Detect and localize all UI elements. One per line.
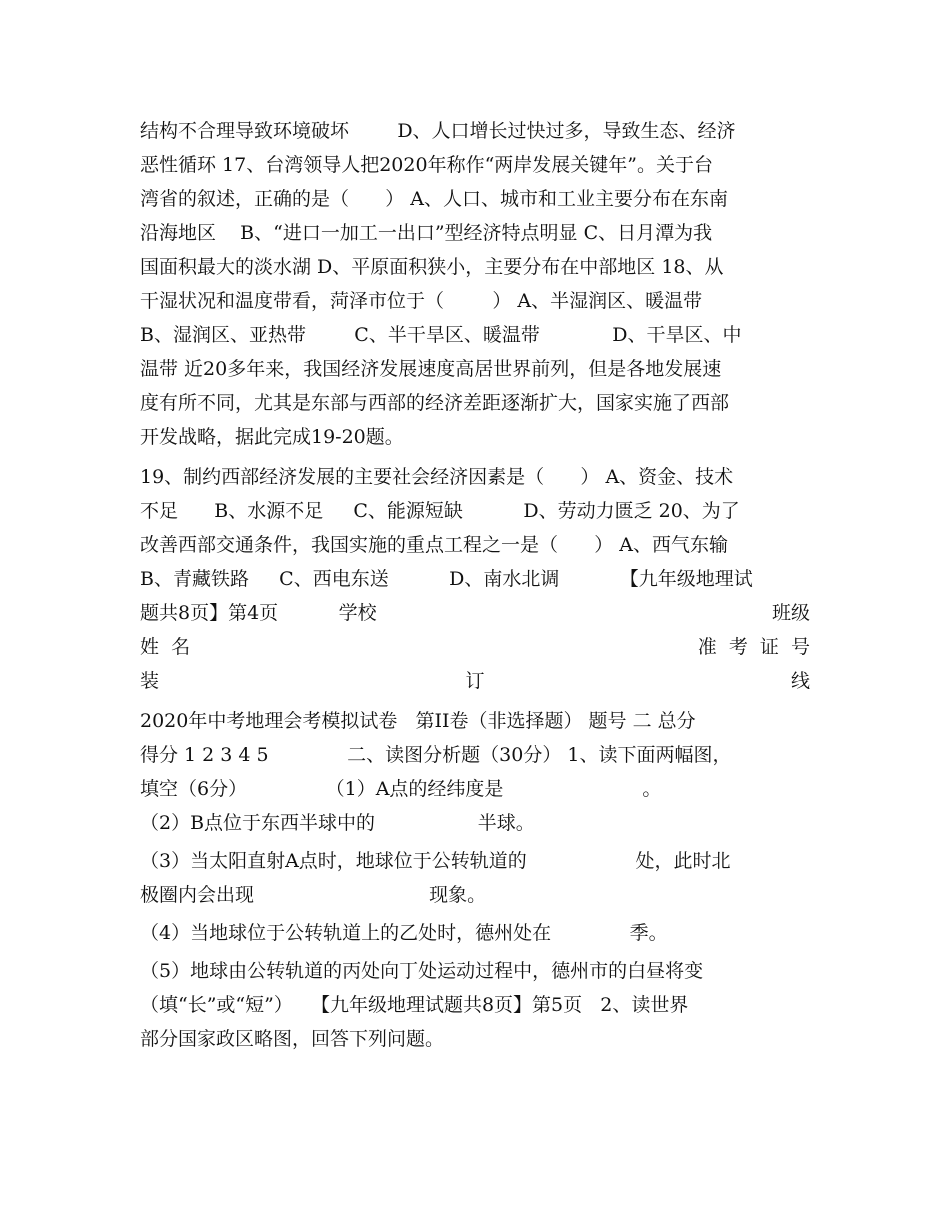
text-line: 极圈内会出现 现象。 xyxy=(140,884,487,906)
text-line: 填空（6分） （1）A点的经纬度是 。 xyxy=(140,778,662,800)
text-line: B、湿润区、亚热带 C、半干旱区、暖温带 D、干旱区、中 xyxy=(140,324,742,346)
binding-line-row xyxy=(140,664,810,698)
text-line: 2020年中考地理会考模拟试卷 第II卷（非选择题） 题号 二 总分 xyxy=(140,710,696,732)
text-line: 沿海地区 B、“进口一加工一出口”型经济特点明显 C、日月潭为我 xyxy=(140,222,713,244)
ding-label: 订 xyxy=(465,670,485,692)
text-line: （2）B点位于东西半球中的 半球。 xyxy=(140,812,535,834)
text-line: 结构不合理导致环境破坏 D、人口增长过快过多，导致生态、经济 xyxy=(140,120,736,142)
text-line: 温带 近20多年来，我国经济发展速度高居世界前列，但是各地发展速 xyxy=(140,358,722,380)
exam-number-label: 准 考 证 号 xyxy=(697,636,810,658)
text-line: 得分 1 2 3 4 5 二、读图分析题（30分） 1、读下面两幅图， xyxy=(140,744,732,766)
header-row-name xyxy=(140,630,810,664)
class-label: 班级 xyxy=(771,602,810,624)
text-line: 度有所不同，尤其是东部与西部的经济差距逐渐扩大，国家实施了西部 xyxy=(140,392,730,414)
xian-label: 线 xyxy=(790,670,810,692)
text-line: （4）当地球位于公转轨道上的乙处时，德州处在 季。 xyxy=(140,922,668,944)
text-line: 干湿状况和温度带看，菏泽市位于（ ） A、半湿润区、暖温带 xyxy=(140,290,703,312)
text-line: B、青藏铁路 C、西电东送 D、南水北调 【九年级地理试 xyxy=(140,568,753,590)
text-line: （5）地球由公转轨道的丙处向丁处运动过程中，德州市的白昼将变 xyxy=(140,960,704,982)
text-line: 国面积最大的淡水湖 D、平原面积狭小，主要分布在中部地区 18、从 xyxy=(140,256,724,278)
text-line: 开发战略，据此完成19-20题。 xyxy=(140,426,404,448)
text-line: 恶性循环 17、台湾领导人把2020年称作“两岸发展关键年”。关于台 xyxy=(140,154,713,176)
header-row-school xyxy=(140,596,810,630)
text-line: 湾省的叙述，正确的是（ ） A、人口、城市和工业主要分布在东南 xyxy=(140,188,728,210)
text-line: 题共8页】第4页 学校 xyxy=(140,602,377,624)
name-label: 姓 名 xyxy=(140,636,191,658)
zhuang-label: 装 xyxy=(140,670,160,692)
text-line: 部分国家政区略图，回答下列问题。 xyxy=(140,1028,445,1050)
text-line: 改善西部交通条件，我国实施的重点工程之一是（ ） A、西气东输 xyxy=(140,534,728,556)
text-line: 不足 B、水源不足 C、能源短缺 D、劳动力匮乏 20、为了 xyxy=(140,500,740,522)
text-line: （3）当太阳直射A点时，地球位于公转轨道的 处，此时北 xyxy=(140,850,731,872)
text-line: （填“长”或“短”） 【九年级地理试题共8页】第5页 2、读世界 xyxy=(140,994,689,1016)
text-line: 19、制约西部经济发展的主要社会经济因素是（ ） A、资金、技术 xyxy=(140,466,734,488)
